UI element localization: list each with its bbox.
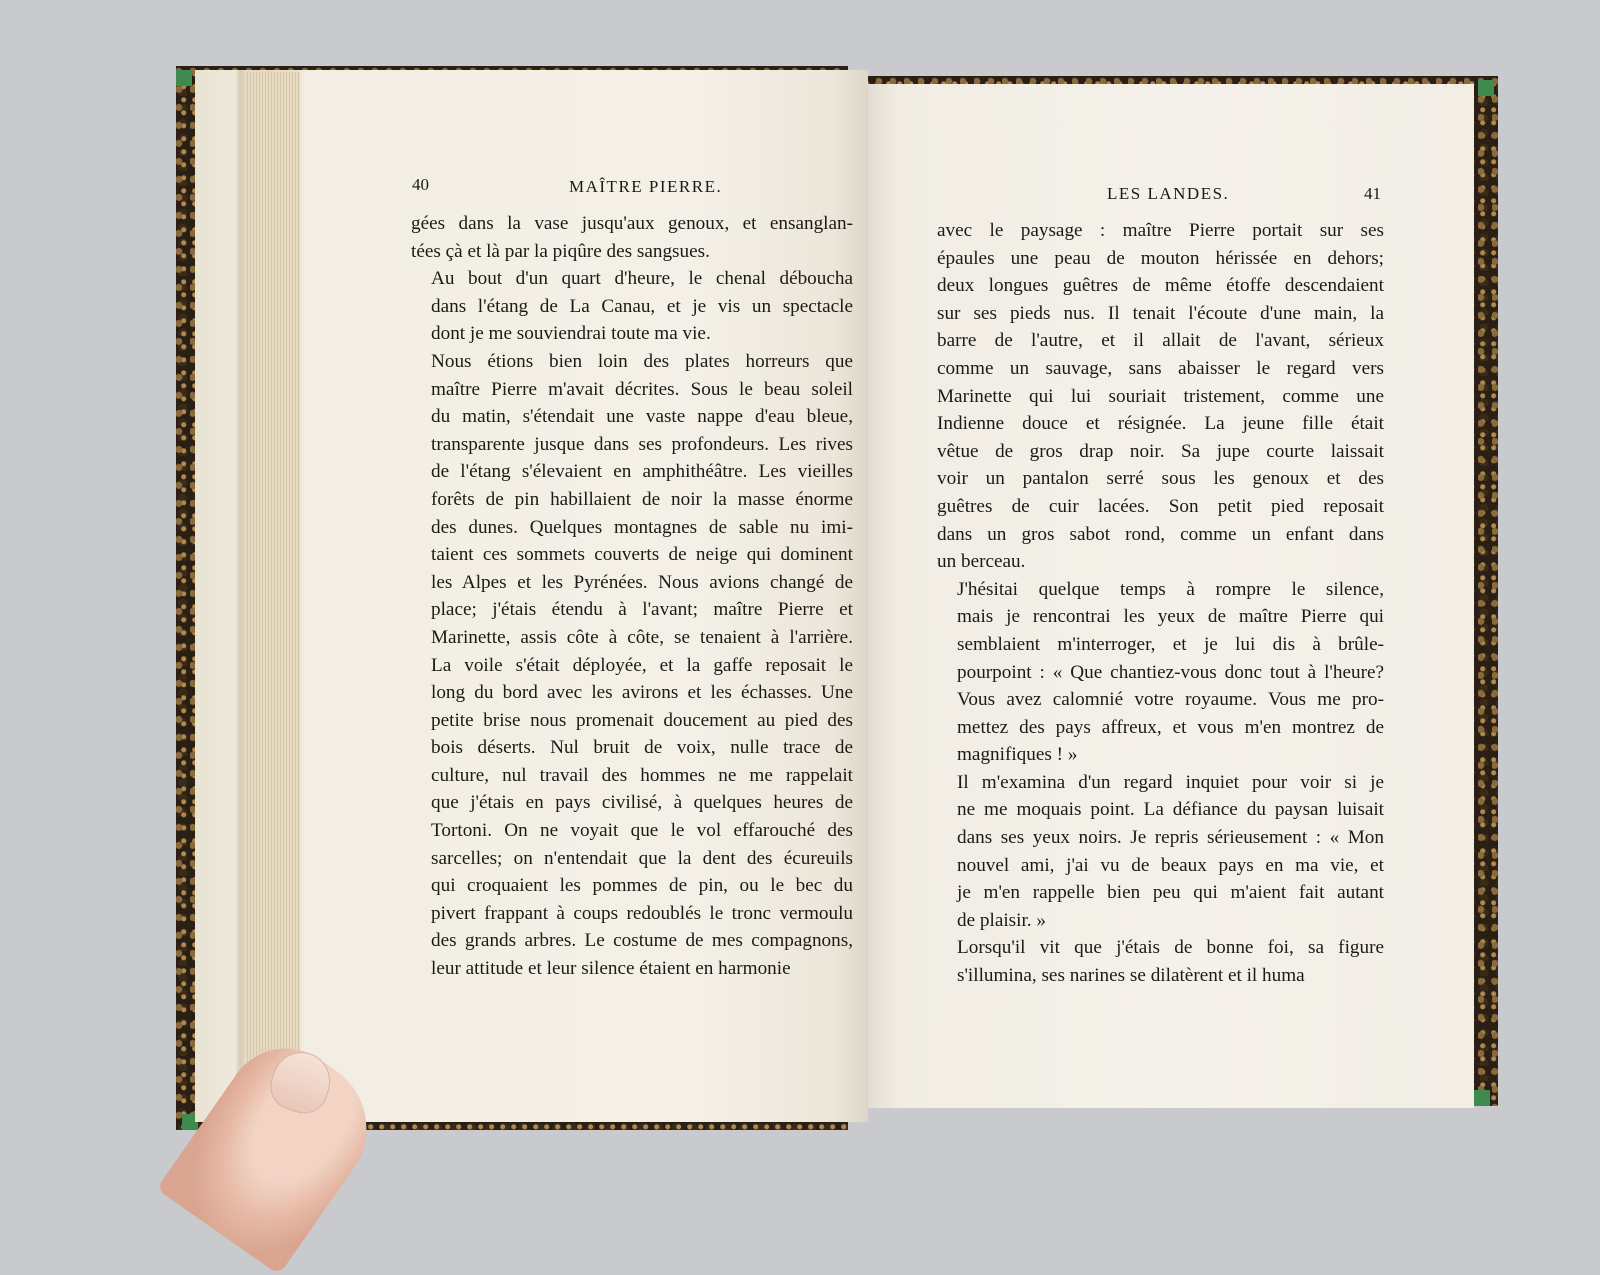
text-line: voir un pantalon serré sous les genoux et des: [937, 468, 1384, 490]
text-line: pivert frappant à coups redoublés le tronc vermoulu: [431, 902, 853, 924]
text-line: place; j'étais étendu à l'avant; maître Pierre et: [431, 599, 853, 621]
text-line: gées dans la vase jusqu'aux genoux, et ensanglan-: [411, 213, 853, 234]
right-running-head: LES LANDES.: [1107, 184, 1230, 203]
text-line: sur ses pieds nus. Il tenait l'écoute d'une main, la: [937, 302, 1384, 324]
left-page-text: [411, 210, 853, 983]
right-page[interactable]: [868, 84, 1474, 1108]
text-line: de l'étang s'élevaient en amphithéâtre. Les vieilles: [431, 461, 853, 483]
text-line: un berceau.: [937, 551, 1026, 573]
right-page-text: [937, 217, 1384, 990]
text-line: avec le paysage : maître Pierre portait sur ses: [937, 220, 1384, 241]
text-line: dans l'étang de La Canau, et je vis un spectacle: [431, 295, 853, 317]
text-line: petite brise nous promenait doucement au pied des: [431, 709, 853, 731]
text-line: Vous avez calomnié votre royaume. Vous me pro-: [957, 689, 1384, 711]
text-line: dont je me souviendrai toute ma vie.: [431, 323, 711, 345]
text-line: nouvel ami, j'ai vu de beaux pays en ma vie, et: [957, 854, 1384, 876]
text-line: sarcelles; on n'entendait que la dent des écureuils: [431, 847, 853, 869]
text-line: je m'en rappelle bien peu qui m'aient fait autant: [957, 882, 1384, 904]
paragraph: [937, 217, 1384, 576]
text-line: culture, nul travail des hommes ne me rappelait: [431, 764, 853, 786]
text-line: mais je rencontrai les yeux de maître Pierre qui: [957, 606, 1384, 628]
text-line: vêtue de gros drap noir. Sa jupe courte laissait: [937, 440, 1384, 462]
text-line: que j'étais en pays civilisé, à quelques heures de: [431, 792, 853, 814]
text-line: Marinette qui lui souriait tristement, comme une: [937, 385, 1384, 407]
paragraph: [937, 769, 1384, 935]
paragraph: [411, 265, 853, 348]
text-line: bois déserts. Nul bruit de voix, nulle trace de: [431, 737, 853, 759]
text-line: ne me moquais point. La défiance du paysan luisait: [957, 799, 1384, 821]
text-line: barre de l'autre, et il allait de l'avant, sérieux: [937, 330, 1384, 352]
text-line: de plaisir. »: [957, 909, 1046, 931]
text-line: Au bout d'un quart d'heure, le chenal déboucha: [431, 268, 853, 290]
text-line: les Alpes et les Pyrénées. Nous avions changé de: [431, 571, 853, 593]
page-block-edge: [245, 72, 300, 1120]
paragraph: [411, 210, 853, 265]
text-line: des grands arbres. Le costume de mes compagnons,: [431, 930, 853, 952]
text-line: des dunes. Quelques montagnes de sable nu imi-: [431, 516, 853, 538]
left-page-number: 40: [412, 175, 429, 194]
text-line: J'hésitai quelque temps à rompre le silence,: [957, 578, 1384, 600]
text-line: qui croquaient les pommes de pin, ou le bec du: [431, 875, 853, 897]
text-line: guêtres de cuir lacées. Son petit pied reposait: [937, 495, 1384, 517]
text-line: Lorsqu'il vit que j'étais de bonne foi, sa figure: [957, 937, 1384, 959]
text-line: du matin, s'étendait une vaste nappe d'eau bleue,: [431, 406, 853, 428]
text-line: transparente jusque dans ses profondeurs. Les rives: [431, 433, 853, 455]
text-line: Il m'examina d'un regard inquiet pour voir si je: [957, 771, 1384, 793]
text-line: forêts de pin habillaient de noir la masse énorme: [431, 488, 853, 510]
paragraph: [411, 348, 853, 983]
text-line: dans ses yeux noirs. Je repris sérieusement : « Mon: [957, 827, 1384, 849]
left-running-head: MAÎTRE PIERRE.: [569, 177, 723, 196]
text-line: tées çà et là par la piqûre des sangsues.: [411, 240, 710, 262]
cover-corner-icon: [176, 70, 192, 86]
text-line: Tortoni. On ne voyait que le vol effarouché des: [431, 820, 853, 842]
text-line: Indienne douce et résignée. La jeune fille était: [937, 413, 1384, 435]
text-line: pourpoint : « Que chantiez-vous donc tout à l'heure?: [957, 661, 1384, 683]
text-line: maître Pierre m'avait décrites. Sous le beau soleil: [431, 378, 853, 400]
text-line: comme un sauvage, sans abaisser le regard vers: [937, 357, 1384, 379]
text-line: Marinette, assis côte à côte, se tenaient à l'arrière.: [431, 626, 853, 648]
text-line: long du bord avec les avirons et les échasses. Une: [431, 682, 853, 704]
text-line: taient ces sommets couverts de neige qui dominent: [431, 544, 853, 566]
text-line: leur attitude et leur silence étaient en harmonie: [431, 958, 791, 980]
text-line: s'illumina, ses narines se dilatèrent et il huma: [957, 965, 1305, 987]
paragraph: [937, 934, 1384, 989]
cover-corner-icon: [1478, 80, 1494, 96]
paragraph: [937, 576, 1384, 769]
text-line: épaules une peau de mouton hérissée en dehors;: [937, 247, 1384, 269]
text-line: magnifiques ! »: [957, 744, 1078, 766]
text-line: semblaient m'interroger, et je lui dis à brûle-: [957, 633, 1384, 655]
text-line: deux longues guêtres de même étoffe descendaient: [937, 275, 1384, 297]
right-page-number: 41: [1364, 184, 1381, 203]
text-line: mettez des pays affreux, et vous m'en montrez de: [957, 716, 1384, 738]
text-line: La voile s'était déployée, et la gaffe reposait le: [431, 654, 853, 676]
text-line: dans un gros sabot rond, comme un enfant dans: [937, 523, 1384, 545]
text-line: Nous étions bien loin des plates horreurs que: [431, 350, 853, 372]
cover-corner-icon: [1474, 1090, 1490, 1106]
